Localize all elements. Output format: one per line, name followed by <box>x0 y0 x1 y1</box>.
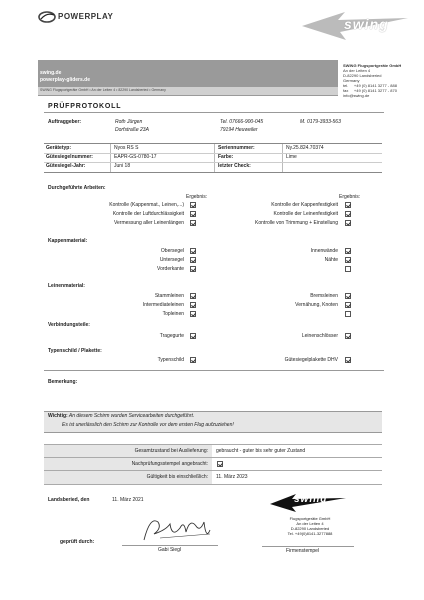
device-type-label: Gerätetyp: <box>46 145 72 151</box>
swing-logo: swing <box>300 6 410 46</box>
powerplay-swoosh-icon <box>38 10 56 24</box>
check-box[interactable] <box>190 357 196 363</box>
summary-valid-label: Gültigkeit bis einschließlich: <box>146 474 208 480</box>
check-label: Topleinen <box>162 311 184 317</box>
summary-state-label: Gesamtzustand bei Auslieferung: <box>134 448 208 454</box>
client-city: 79194 Heuweiler <box>220 127 258 133</box>
check-box[interactable] <box>345 333 351 339</box>
device-year: Juni 18 <box>114 163 131 169</box>
check-label: Vernähung, Knoten <box>295 302 338 308</box>
device-serial-label: Seriennummer: <box>218 145 255 151</box>
check-box[interactable] <box>345 311 351 317</box>
section-remark: Bemerkung: <box>48 379 78 385</box>
footer-date: 11. März 2021 <box>112 497 144 503</box>
section-placard: Typenschild / Plakette: <box>48 348 102 354</box>
client-mobile: M. 0179-3933-563 <box>300 119 341 125</box>
url-swing[interactable]: swing.de <box>40 70 62 76</box>
summary-state: gebraucht - guter bis sehr guter Zustand <box>216 448 306 454</box>
company-address: SWING Flugsportgeräte GmbH An der Leiten 4 D-82290 Landsberied Germany tel. +49 (0) 8141 3277 - 888 fax +49 (0) 8141 3277 - 870 info@swing.de <box>343 63 402 98</box>
stamp-checkbox[interactable] <box>217 461 223 467</box>
signature-icon <box>140 510 220 546</box>
check-box[interactable] <box>190 211 196 217</box>
section-connectors: Verbindungsteile: <box>48 322 90 328</box>
check-label: Kontrolle der Luftdurchlässigkeit <box>112 211 184 217</box>
device-table <box>44 143 382 173</box>
check-label: Kontrolle (Kappenmat., Leinen,...) <box>109 202 184 208</box>
signer-name: Gabi Siegl <box>158 547 182 553</box>
client-street: Dorfstraße 23A <box>115 127 149 133</box>
page-title: PRÜFPROTOKOLL <box>48 103 122 110</box>
check-box[interactable] <box>190 266 196 272</box>
warning-line2: Es ist unerlässlich den Schirm zur Kontrolle vor dem ersten Flug aufzuziehen! <box>62 422 234 428</box>
stamp-swing-logo: swing <box>268 490 348 514</box>
check-box[interactable] <box>345 202 351 208</box>
check-label: Leinenschlösser <box>301 333 338 339</box>
footer-place: Landsberied, den <box>48 497 90 503</box>
stamp-address: Flugsportgeräte GmbH An der Leiten 4 D-82290 Landsberied Tel. +49(0)8141-3277888 <box>287 516 333 536</box>
device-seal-label: Gütesiegelnummer: <box>46 154 93 160</box>
url-powerplay[interactable]: powerplay-gliders.de <box>40 77 91 83</box>
check-label: Untersegel <box>159 257 184 263</box>
client-label: Auftraggeber: <box>48 119 82 125</box>
check-label: Typenschild <box>157 357 184 363</box>
check-box[interactable] <box>345 211 351 217</box>
section-rule <box>44 370 384 371</box>
check-box[interactable] <box>190 311 196 317</box>
stamp-label: Firmenstempel <box>286 548 320 554</box>
device-type: Nyos RS S <box>114 145 139 151</box>
client-name: Roth Jürgen <box>115 119 143 125</box>
check-box[interactable] <box>345 220 351 226</box>
check-label: Vermessung aller Leinenlängen <box>113 220 184 226</box>
check-box[interactable] <box>190 220 196 226</box>
device-color: Lime <box>286 154 297 160</box>
signature-rule <box>122 545 218 546</box>
device-year-label: Gütesiegel-Jahr: <box>46 163 86 169</box>
check-box[interactable] <box>190 302 196 308</box>
section-lines: Leinenmaterial: <box>48 283 85 289</box>
check-box[interactable] <box>190 333 196 339</box>
check-box[interactable] <box>190 257 196 263</box>
check-box[interactable] <box>345 266 351 272</box>
check-box[interactable] <box>345 248 351 254</box>
check-box[interactable] <box>190 293 196 299</box>
check-box[interactable] <box>190 248 196 254</box>
client-phone: Tel. 07666-900-045 <box>220 119 264 125</box>
check-label: Kontrolle von Trimmung + Einstellung <box>255 220 338 226</box>
checked-by-label: geprüft durch: <box>60 539 95 545</box>
check-label: Obersegel <box>160 248 184 254</box>
check-label: Vorderkante <box>157 266 184 272</box>
result-header-right: Ergebnis: <box>339 194 361 200</box>
stamp-rule <box>262 546 354 547</box>
check-box[interactable] <box>345 257 351 263</box>
check-label: Gütesiegelplakette DHV <box>284 357 338 363</box>
summary-stamp-label: Nachprüfungsstempel angebracht: <box>131 461 208 467</box>
check-label: Kontrolle der Leinenfestigkeit <box>273 211 338 217</box>
device-lastcheck-label: letzter Check: <box>218 163 251 169</box>
result-header-left: Ergebnis: <box>186 194 208 200</box>
check-box[interactable] <box>345 302 351 308</box>
powerplay-logo: POWERPLAY <box>38 10 118 24</box>
section-fabric: Kappenmaterial: <box>48 238 88 244</box>
warning-line1: Wichtig: An diesem Schirm wurden Servicearbeiten durchgeführt. <box>48 413 195 419</box>
summary-valid: 11. März 2023 <box>216 474 248 480</box>
check-label: Innenwände <box>310 248 338 254</box>
check-box[interactable] <box>345 357 351 363</box>
signature <box>140 510 220 546</box>
device-serial: Ny.25.824.70374 <box>286 145 324 151</box>
check-label: Bremsleinen <box>310 293 338 299</box>
device-color-label: Farbe: <box>218 154 234 160</box>
address-strip: SWING Flugsportgeräte GmbH • An der Leiten 4 • 82290 Landsberied • Germany <box>38 87 338 95</box>
device-seal: EAPR-GS-0780-17 <box>114 154 157 160</box>
check-label: Kontrolle der Kappenfestigkeit <box>271 202 338 208</box>
check-box[interactable] <box>345 293 351 299</box>
check-label: Stammleinen <box>154 293 184 299</box>
check-label: Tragegurte <box>159 333 184 339</box>
title-rule <box>44 112 384 113</box>
check-label: Intermediateleinen <box>142 302 184 308</box>
check-box[interactable] <box>190 202 196 208</box>
check-label: Nähte <box>324 257 338 263</box>
section-work: Durchgeführte Arbeiten: <box>48 185 106 191</box>
